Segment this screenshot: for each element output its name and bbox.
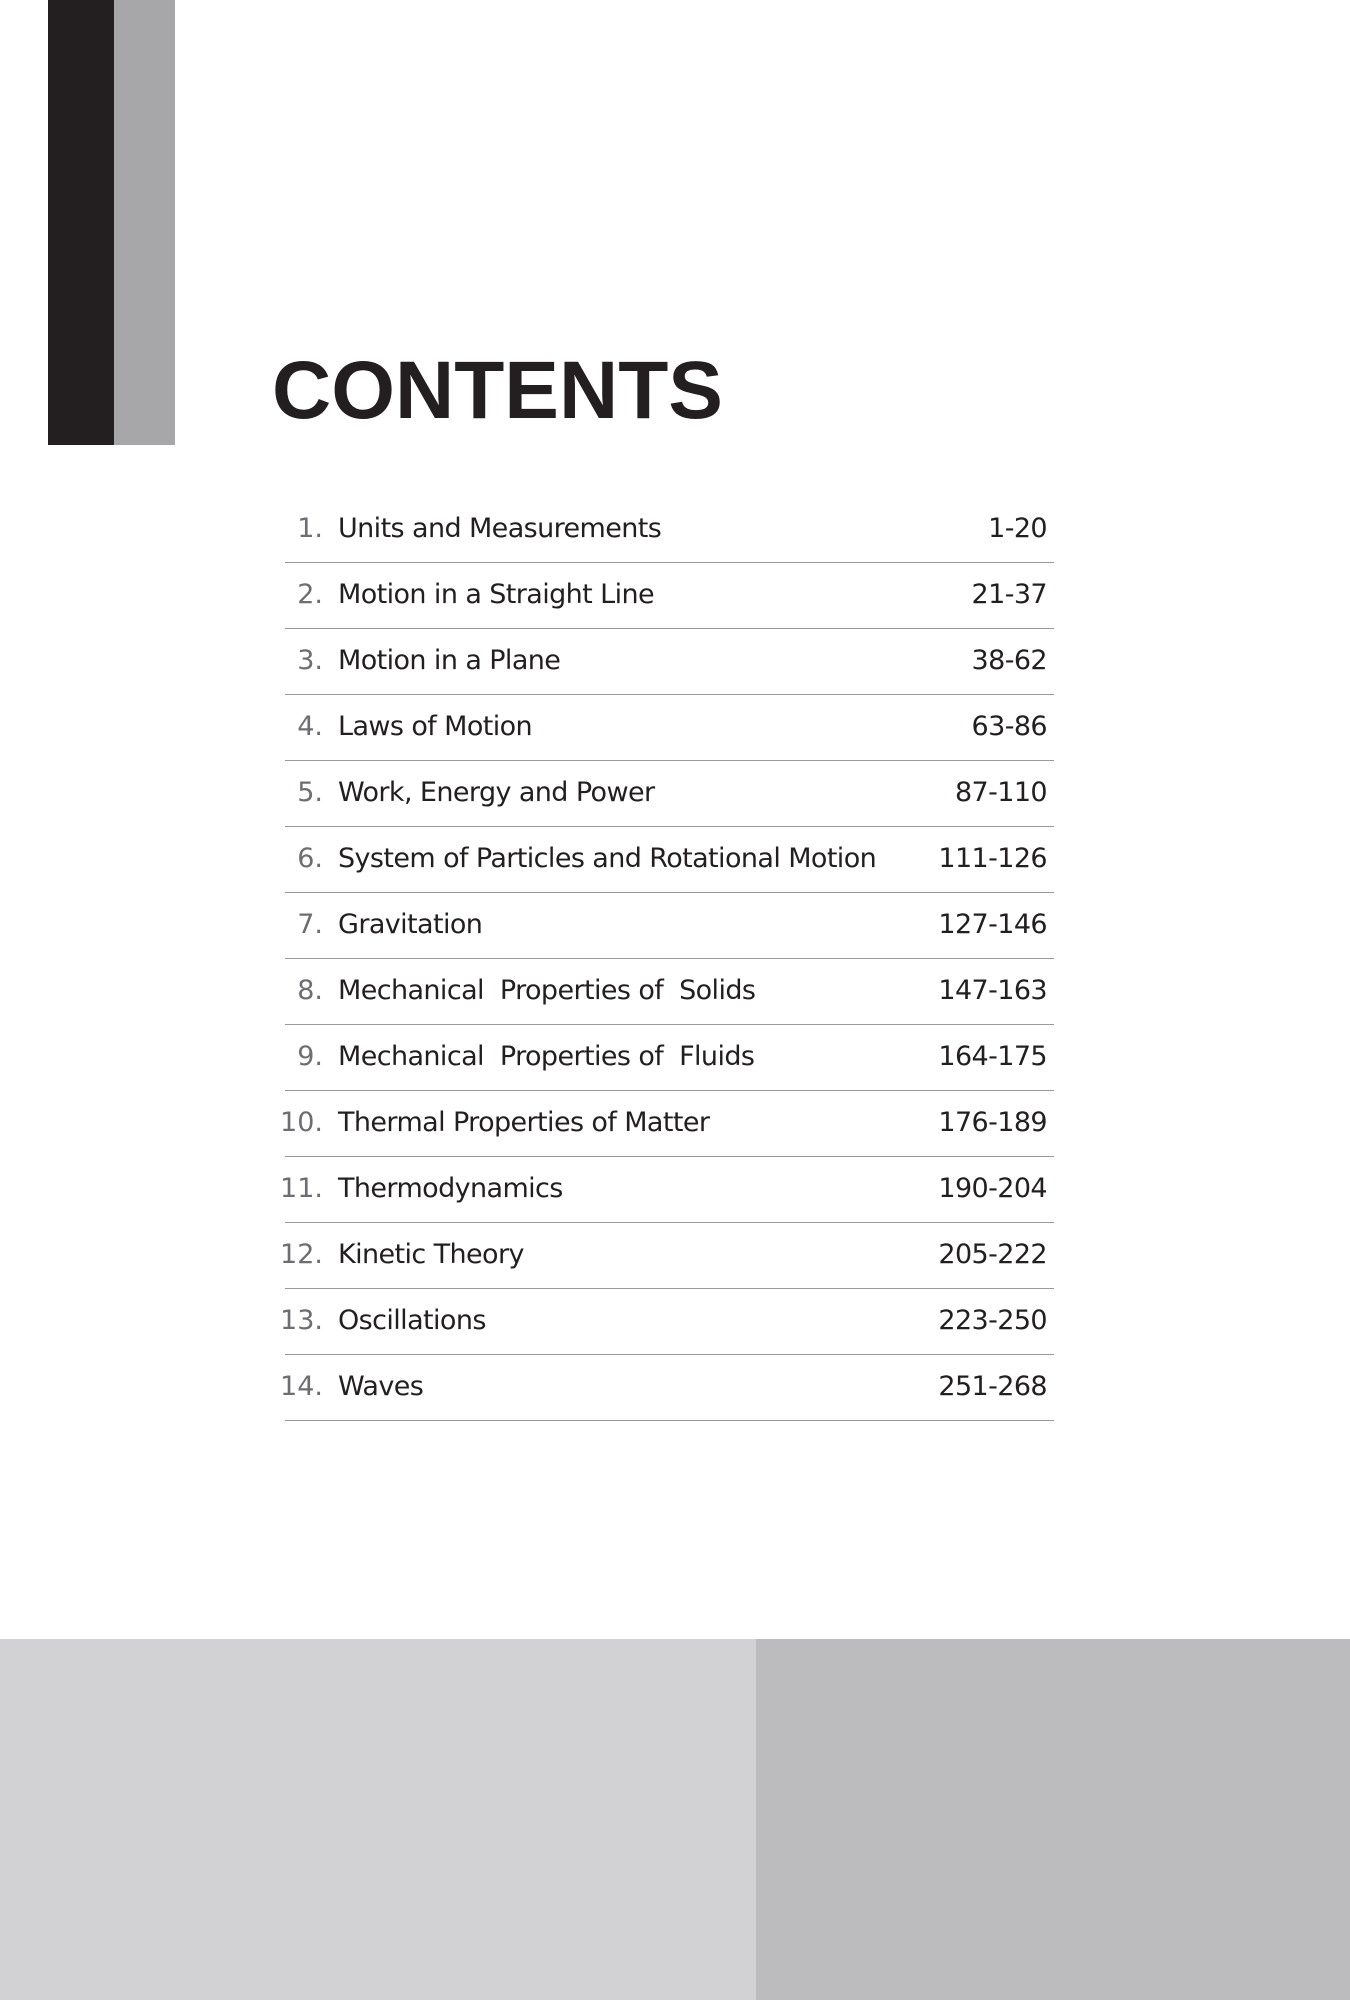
chapter-number: 4.	[297, 711, 323, 742]
toc-row[interactable]	[285, 696, 1054, 761]
decorative-dark-bar	[48, 0, 114, 445]
chapter-number: 9.	[297, 1041, 323, 1072]
chapter-pages: 176-189	[938, 1107, 1047, 1138]
chapter-title: Laws of Motion	[338, 711, 533, 742]
chapter-title: Kinetic Theory	[338, 1239, 524, 1270]
chapter-title: Motion in a Plane	[338, 645, 561, 676]
decorative-gray-bar	[114, 0, 175, 445]
toc-row[interactable]	[280, 1356, 1054, 1421]
toc-row[interactable]	[285, 498, 1054, 563]
toc-row[interactable]	[280, 1092, 1054, 1157]
chapter-title: Waves	[338, 1371, 424, 1402]
chapter-title: Mechanical Properties of Fluids	[338, 1041, 755, 1072]
chapter-pages: 21-37	[971, 579, 1047, 610]
chapter-number: 3.	[297, 645, 323, 676]
toc-row[interactable]	[285, 564, 1054, 629]
chapter-title: Thermodynamics	[338, 1173, 563, 1204]
chapter-title: Gravitation	[338, 909, 483, 940]
chapter-number: 10.	[280, 1107, 323, 1138]
chapter-pages: 1-20	[988, 513, 1047, 544]
chapter-pages: 87-110	[954, 777, 1047, 808]
chapter-pages: 147-163	[938, 975, 1047, 1006]
toc-row[interactable]	[280, 1224, 1054, 1289]
chapter-pages: 111-126	[938, 843, 1047, 874]
page-title: CONTENTS	[272, 345, 723, 436]
toc-row[interactable]	[285, 894, 1054, 959]
chapter-pages: 205-222	[938, 1239, 1047, 1270]
chapter-number: 13.	[280, 1305, 323, 1336]
chapter-title: Units and Measurements	[338, 513, 662, 544]
chapter-number: 6.	[297, 843, 323, 874]
toc-row[interactable]	[280, 1158, 1054, 1223]
chapter-pages: 164-175	[938, 1041, 1047, 1072]
chapter-number: 12.	[280, 1239, 323, 1270]
toc-row[interactable]	[285, 630, 1054, 695]
chapter-title: System of Particles and Rotational Motion	[338, 843, 877, 874]
footer-band-left	[0, 1639, 756, 2000]
chapter-pages: 190-204	[938, 1173, 1047, 1204]
chapter-number: 14.	[280, 1371, 323, 1402]
chapter-pages: 38-62	[971, 645, 1047, 676]
chapter-number: 7.	[297, 909, 323, 940]
chapter-pages: 223-250	[938, 1305, 1047, 1336]
chapter-number: 5.	[297, 777, 323, 808]
chapter-title: Thermal Properties of Matter	[338, 1107, 710, 1138]
chapter-number: 1.	[297, 513, 323, 544]
chapter-title: Mechanical Properties of Solids	[338, 975, 756, 1006]
toc-row[interactable]	[285, 762, 1054, 827]
chapter-pages: 63-86	[971, 711, 1047, 742]
chapter-pages: 127-146	[938, 909, 1047, 940]
chapter-title: Oscillations	[338, 1305, 486, 1336]
toc-row[interactable]	[285, 828, 1054, 893]
chapter-pages: 251-268	[938, 1371, 1047, 1402]
chapter-number: 11.	[280, 1173, 323, 1204]
chapter-title: Motion in a Straight Line	[338, 579, 655, 610]
chapter-title: Work, Energy and Power	[338, 777, 655, 808]
toc-row[interactable]	[280, 1290, 1054, 1355]
table-of-contents	[280, 498, 1054, 1422]
chapter-number: 2.	[297, 579, 323, 610]
toc-row[interactable]	[285, 960, 1054, 1025]
toc-row[interactable]	[285, 1026, 1054, 1091]
chapter-number: 8.	[297, 975, 323, 1006]
footer-band-right	[756, 1639, 1350, 2000]
